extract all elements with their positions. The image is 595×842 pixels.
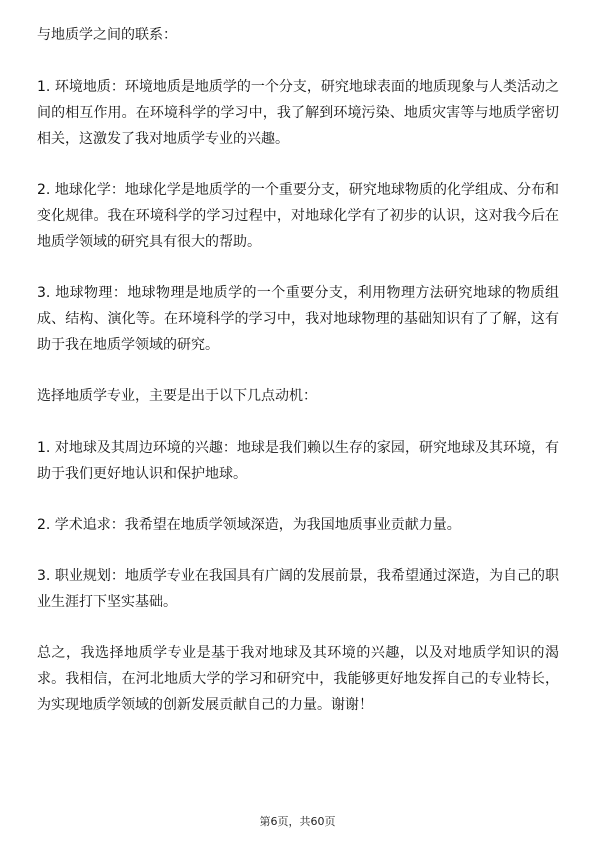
paragraph-interest: 1. 对地球及其周边环境的兴趣：地球是我们赖以生存的家园，研究地球及其环境，有助于我们更好地认识和保护地球。 (37, 440, 559, 482)
motivation-heading: 选择地质学专业，主要是出于以下几点动机： (37, 388, 317, 404)
paragraph-academic-pursuit: 2. 学术追求：我希望在地质学领域深造，为我国地质事业贡献力量。 (37, 517, 461, 533)
page-number: 第6页，共60页 (259, 815, 336, 828)
intro-line: 与地质学之间的联系： (37, 27, 177, 43)
paragraph-geochemistry: 2. 地球化学：地球化学是地质学的一个重要分支，研究地球物质的化学组成、分布和变化规律。我在环境科学的学习过程中，对地球化学有了初步的认识，这对我今后在地质学领域的研究具有很大的帮助。 (37, 182, 559, 250)
paragraph-conclusion: 总之，我选择地质学专业是基于我对地球及其环境的兴趣，以及对地质学知识的渴求。我相信，在河北地质大学的学习和研究中，我能够更好地发挥自己的专业特长，为实现地质学领域的创新发展贡献自己的力量。谢谢！ (37, 645, 559, 713)
document-body (37, 22, 559, 743)
paragraph-environmental-geology: 1. 环境地质：环境地质是地质学的一个分支，研究地球表面的地质现象与人类活动之间的相互作用。在环境科学的学习中，我了解到环境污染、地质灾害等与地质学密切相关，这激发了我对地质学专业的兴趣。 (37, 79, 559, 147)
paragraph-geophysics: 3. 地球物理：地球物理是地质学的一个重要分支，利用物理方法研究地球的物质组成、结构、演化等。在环境科学的学习中，我对地球物理的基础知识有了了解，这有助于我在地质学领域的研究。 (37, 285, 559, 353)
paragraph-career-plan: 3. 职业规划：地质学专业在我国具有广阔的发展前景，我希望通过深造，为自己的职业生涯打下坚实基础。 (37, 568, 559, 610)
